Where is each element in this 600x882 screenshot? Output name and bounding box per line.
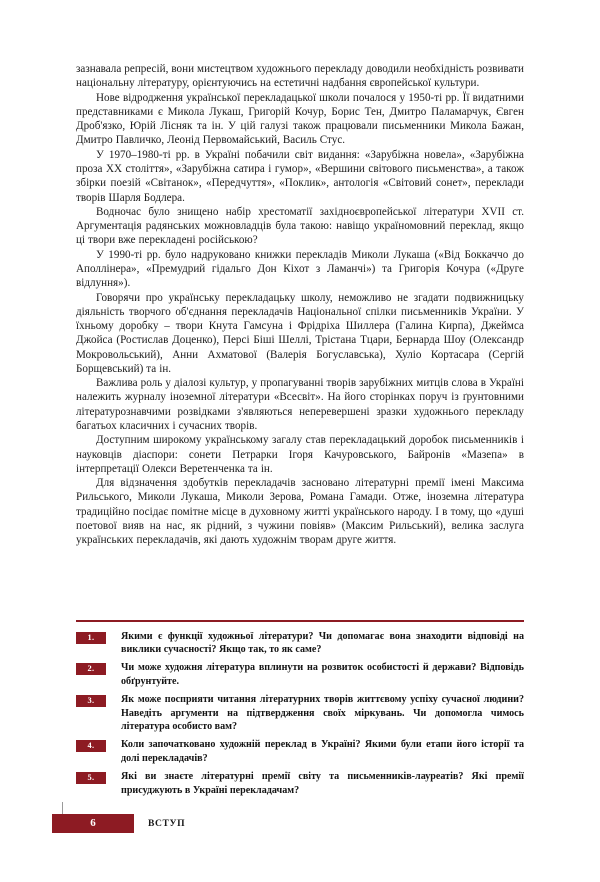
paragraph: Важлива роль у діалозі культур, у пропагуванні творів зарубіжних митців слова в Україні належить журналу іноземної літератури «Всесвіт». На його сторінках поруч із ґрунтовними літературознавчими розвідками з'являються неперевершені зразки художнього перекладу багатьох класичних і сучасних творів. <box>76 377 524 433</box>
question-item <box>76 630 524 657</box>
question-item <box>76 738 524 765</box>
section-label: ВСТУП <box>148 818 186 829</box>
question-text: Як може посприяти читання літературних творів життєвому успіху сучасної людини? Наведіть аргументи на підтвердження своїх міркувань. Чи допомогла чимось література особисто вам? <box>121 693 524 733</box>
question-item <box>76 661 524 688</box>
question-text: Чи може художня література вплинути на розвиток особистості й держави? Відповідь обґрунтуйте. <box>121 662 524 687</box>
page-number: 6 <box>90 817 96 829</box>
question-number-badge: 4. <box>76 740 106 752</box>
body-text-column <box>76 62 524 548</box>
paragraph: Для відзначення здобутків перекладачів засновано літературні премії імені Максима Рильського, Миколи Лукаша, Миколи Зерова, Романа Гамади. Отже, іноземна література традиційно посідає помітне місце в духовному житті українського народу. І в тому, що «душі поетової вияв на нас, як рідний, з чужини повіяв» (Максим Рильський), велика заслуга українських перекладачів, які дають художнім творам друге життя. <box>76 477 524 547</box>
paragraph: Говорячи про українську перекладацьку школу, неможливо не згадати подвижницьку діяльність творчого об'єднання перекладачів Національної спілки письменників України. У їхньому доробку – твори Кнута Гамсуна і Фрідріха Шиллера (Галина Кирпа), Джеймса Джойса (Ростислав Доценко), Персі Біші Шеллі, Трістана Тцари, Бернарда Шоу (Олександр Мокровольський), Анни Ахматової (Валерія Богуславська), Хуліо Кортасара (Сергій Борщевський) та ін. <box>76 291 524 375</box>
paragraph: У 1970–1980-ті рр. в Україні побачили світ видання: «Зарубіжна новела», «Зарубіжна проза XX століття», «Зарубіжна сатира і гумор», «Вершини світового письменства», а також збірки поезій «Світанок», «Передчуття», «Поклик», антологія «Світовий сонет», переклади творів Шарля Бодлера. <box>76 148 524 204</box>
question-item <box>76 770 524 797</box>
question-number-badge: 2. <box>76 663 106 675</box>
paragraph: Доступним широкому українському загалу став перекладацький доробок письменників і науковців діаспори: сонети Петрарки Ігоря Качуровського, Байронів «Мазепа» в інтерпретації Олекси Веретенченка та ін. <box>76 434 524 475</box>
paragraph: зазнавала репресій, вони мистецтвом художнього перекладу доводили необхідність розвивати національну літературу, орієнтуючись на естетичні надбання європейської культури. <box>76 63 524 90</box>
paragraph: Нове відродження української перекладацької школи почалося у 1950-ті рр. Її видатними представниками є Микола Лукаш, Григорій Кочур, Борис Тен, Дмитро Паламарчук, Євген Дроб'язко, Юрій Лісняк та ін. У цій галузі також працювали письменники Микола Бажан, Дмитро Павличко, Леонід Первомайський, Василь Стус. <box>76 91 524 147</box>
question-number-badge: 3. <box>76 695 106 707</box>
paragraph: У 1990-ті рр. було надруковано книжки перекладів Миколи Лукаша («Від Боккаччо до Аполлінера», «Премудрий гідальго Дон Кіхот з Ламанчі») та Григорія Кочура («Друге відлуння»). <box>76 248 524 290</box>
question-text: Якими є функції художньої літератури? Чи допомагає вона знаходити відповіді на виклики сучасності? Якщо так, то як саме? <box>121 630 524 656</box>
question-text: Коли започатковано художній переклад в Україні? Якими були етапи його історії та долі перекладачів? <box>121 739 524 764</box>
footer-tick-mark <box>62 802 63 814</box>
question-number-badge: 5. <box>76 772 106 784</box>
question-text: Які ви знаєте літературні премії світу та письменників-лауреатів? Які премії присуджують в Україні перекладачам? <box>121 770 524 796</box>
page-footer <box>0 812 600 842</box>
section-divider <box>76 620 524 622</box>
question-item <box>76 693 524 734</box>
question-number-badge: 1. <box>76 632 106 644</box>
paragraph: Водночас було знищено набір хрестоматії західноєвропейської літератури XVII ст. Аргументація радянських можновладців була такою: навіщо україномовний переклад, якщо ці твори вже перекладені російською? <box>76 205 524 247</box>
questions-section <box>76 620 524 802</box>
